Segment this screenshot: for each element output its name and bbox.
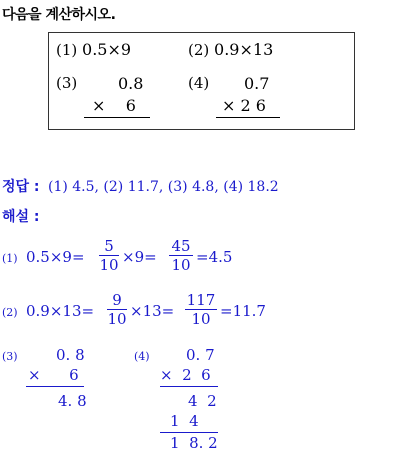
- answer-text: (1) 4.5, (2) 11.7, (3) 4.8, (4) 18.2: [47, 179, 279, 195]
- problem-4-line: [216, 117, 280, 118]
- step-2-mid: ×13=: [130, 302, 175, 320]
- step-4-line-1: [160, 386, 218, 387]
- problem-4-bottom: × 2 6: [222, 96, 266, 115]
- problem-3-label: (3): [56, 74, 78, 92]
- problem-4-top: 0.7: [244, 74, 270, 93]
- step-1-mid: ×9=: [122, 248, 157, 266]
- answer-label: 정답 :: [2, 179, 40, 195]
- step-2-f2-den: 10: [191, 310, 211, 328]
- step-4-row-2: 1 4: [170, 412, 199, 430]
- step-1-f2-num: 45: [171, 237, 191, 255]
- step-1-lhs: 0.5×9=: [26, 248, 85, 266]
- step-4-line-2: [160, 432, 218, 433]
- step-3-line: [26, 386, 84, 387]
- problem-3-top: 0.8: [118, 74, 144, 93]
- problem-2-label: (2): [188, 41, 210, 59]
- problem-2: [188, 40, 273, 59]
- step-4-result: 1 8. 2: [170, 434, 218, 452]
- explanation-label: 해설 :: [2, 209, 40, 225]
- step-1-f1-num: 5: [104, 237, 114, 255]
- step-4-top: 0. 7: [186, 346, 215, 364]
- step-3-top: 0. 8: [56, 346, 85, 364]
- problem-2-expr: 0.9×13: [214, 40, 274, 59]
- problem-title: 다음을 계산하시오.: [2, 7, 116, 23]
- problem-1-expr: 0.5×9: [82, 40, 132, 59]
- step-3-mult: × 6: [28, 366, 79, 384]
- step-4-row-1: 4 2: [188, 392, 217, 410]
- problem-4-label: (4): [188, 74, 210, 92]
- step-1-fraction-2: [168, 237, 194, 274]
- step-3-label: (3): [2, 350, 18, 363]
- step-2-f1-num: 9: [112, 291, 122, 309]
- step-2-fraction-1: [106, 291, 128, 328]
- problem-3-bottom: × 6: [92, 96, 136, 115]
- problem-1-label: (1): [56, 41, 78, 59]
- problem-3-line: [84, 117, 150, 118]
- step-1-fraction-1: [98, 237, 120, 274]
- step-2-fraction-2: [184, 291, 218, 328]
- step-1-f1-den: 10: [99, 256, 119, 274]
- step-4-mult: × 2 6: [160, 366, 211, 384]
- problem-1: [56, 40, 131, 59]
- step-4-label: (4): [134, 350, 150, 363]
- step-1-f2-den: 10: [171, 256, 191, 274]
- step-2-lhs: 0.9×13=: [26, 302, 95, 320]
- step-2-result: =11.7: [220, 302, 266, 320]
- step-2-f1-den: 10: [107, 310, 127, 328]
- step-1-result: =4.5: [196, 248, 233, 266]
- step-3-result: 4. 8: [58, 392, 87, 410]
- step-2-f2-num: 117: [186, 291, 216, 309]
- step-1-label: (1): [2, 252, 18, 265]
- answer-line: [2, 176, 279, 196]
- step-2-label: (2): [2, 306, 18, 319]
